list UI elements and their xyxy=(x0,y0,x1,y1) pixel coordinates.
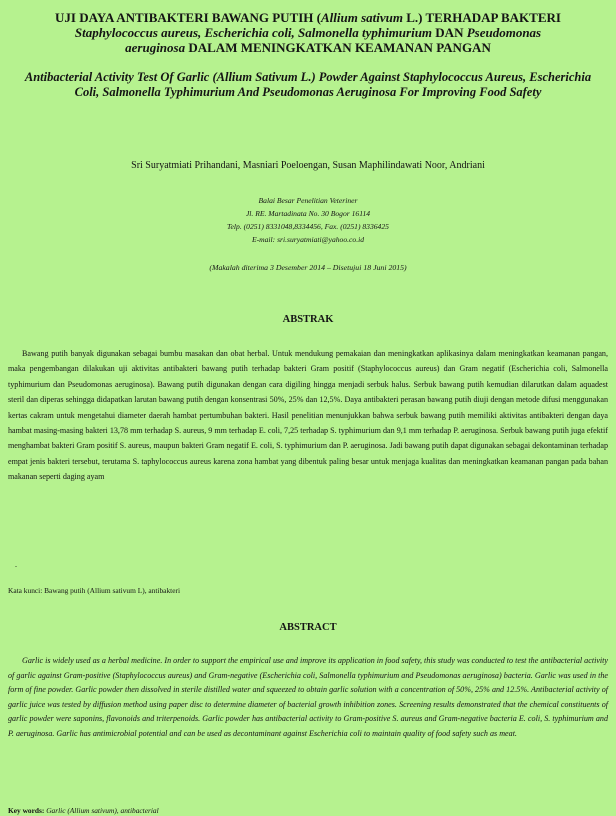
affiliation-block xyxy=(100,194,516,246)
title-id-species-3: Pseudomonas xyxy=(466,25,542,40)
received-dates: (Makalah diterima 3 Desember 2014 – Disetujui 18 Juni 2015) xyxy=(209,263,407,272)
affiliation-phone: Telp. (0251) 8331048,8334456, Fax. (0251) 8336425 xyxy=(227,222,389,231)
title-id-line1-b: L.) TERHADAP BAKTERI xyxy=(403,10,561,25)
title-id-line2-b: DAN xyxy=(432,25,467,40)
abstract-heading: ABSTRACT xyxy=(279,622,337,633)
title-id-species-4: aeruginosa xyxy=(125,40,186,55)
english-title: Antibacterial Activity Test Of Garlic (Allium Sativum L.) Powder Against Staphylococcus Aureus, Escherichia Coli, Salmonella Typhimurium And Pseudomonas Aeruginosa For Improving Food Safety xyxy=(24,70,592,99)
author-list: Sri Suryatmiati Prihandani, Masniari Poeloengan, Susan Maphilindawati Noor, Andriani xyxy=(131,160,485,171)
keywords-en-text: Garlic (Allium sativum), antibacterial xyxy=(44,806,159,815)
title-id-species-1: Allium sativum xyxy=(321,10,403,25)
indonesian-title xyxy=(10,10,606,55)
abstrak-heading: ABSTRAK xyxy=(282,314,334,325)
affiliation-institute: Balai Besar Penelitian Veteriner xyxy=(258,196,358,205)
keywords-en-label: Key words: xyxy=(8,806,45,815)
affiliation-address: Jl. RE. Martadinata No. 30 Bogor 16114 xyxy=(245,209,371,218)
title-id-line1-a: UJI DAYA ANTIBAKTERI BAWANG PUTIH ( xyxy=(55,10,321,25)
stray-dot: . xyxy=(15,560,17,569)
keywords-indonesian: Kata kunci: Bawang putih (Allium sativum L), antibakteri xyxy=(8,586,180,595)
abstract-body: Garlic is widely used as a herbal medicine. In order to support the empirical use and improve its application in food safety, this study was conducted to test the antibacterial activity of garlic against Gram-positive (Staphylococcus aureus) and Gram-negative (Escherichia coli, Salmonella typhimurium and Pseudomonas aeruginosa) bacteria. Garlic was used in the form of fine powder. Garlic powder then dissolved in sterile distilled water and squeezed to obtain garlic solution with a concentration of 50%, 25% and 12.5%. Antibacterial activity of garlic juice was tested by diffusion method using paper disc to determine diameter of bacterial growth inhibition zones. Screening results demonstrated that the chemical constituents of garlic powder were saponins, flavonoids and triterpenoids. Garlic powder has antibacterial activity to Gram-positive S. aureus and Gram-negative bacteria E. coli, S. typhimurium and P. aeruginosa. Garlic has antimicrobial potential and can be used as decontaminant against Escherichia coli to maintain quality of food safety such as meat. xyxy=(8,656,608,738)
affiliation-email: E-mail: sri.suryatmiati@yahoo.co.id xyxy=(251,235,365,244)
keywords-english xyxy=(8,806,159,815)
title-id-species-2: Staphylococcus aureus, Escherichia coli, Salmonella typhimurium xyxy=(74,25,433,40)
title-id-line3-b: DALAM MENINGKATKAN KEAMANAN PANGAN xyxy=(185,40,491,55)
abstrak-body: Bawang putih banyak digunakan sebagai bumbu masakan dan obat herbal. Untuk mendukung pemakaian dan meningkatkan aplikasinya dalam meningkatkan keamanan pangan, maka pengembangan dilakukan uji aktivitas antibakteri bawang putih terhadap bakteri Gram positif (Staphylococcus aureus) dan Gram negatif (Escherichia coli, Salmonella typhimurium dan Pseudomonas aeruginosa). Bawang putih digunakan dengan cara digiling hingga menjadi serbuk halus. Serbuk bawang putih kemudian dilarutkan dalam aquadest steril dan diperas sehingga didapatkan larutan bawang putih dengan konsentrasi 50%, 25% dan 12,5%. Daya antibakteri perasan bawang putih diuji dengan metode difusi menggunakan kertas cakram untuk mengetahui diameter daerah hambat pertumbuhan bakteri. Hasil penelitian menunjukkan bahwa serbuk bawang putih memiliki aktivitas antibakteri dengan daya hambat masing-masing bakteri 13,78 mm terhadap S. aureus, 9 mm terhadap E. coli, 7,25 terhadap S. typhimurium dan 9,1 mm terhadap P. aeruginosa. Serbuk bawang putih juga efektif menghambat bakteri Gram positif S. aureus, maupun bakteri Gram negatif E. coli, S. typhimurium dan P. aeruginosa. Jadi bawang putih dapat digunakan sebagai dekontaminan terhadap empat jenis bakteri tersebut, terutama S. taphylococcus aureus karena zona hambat yang dibentuk paling besar untuk menjaga kualitas dan meningkatkan keamanan pangan pada bahan makanan seperti daging ayam xyxy=(8,349,608,482)
